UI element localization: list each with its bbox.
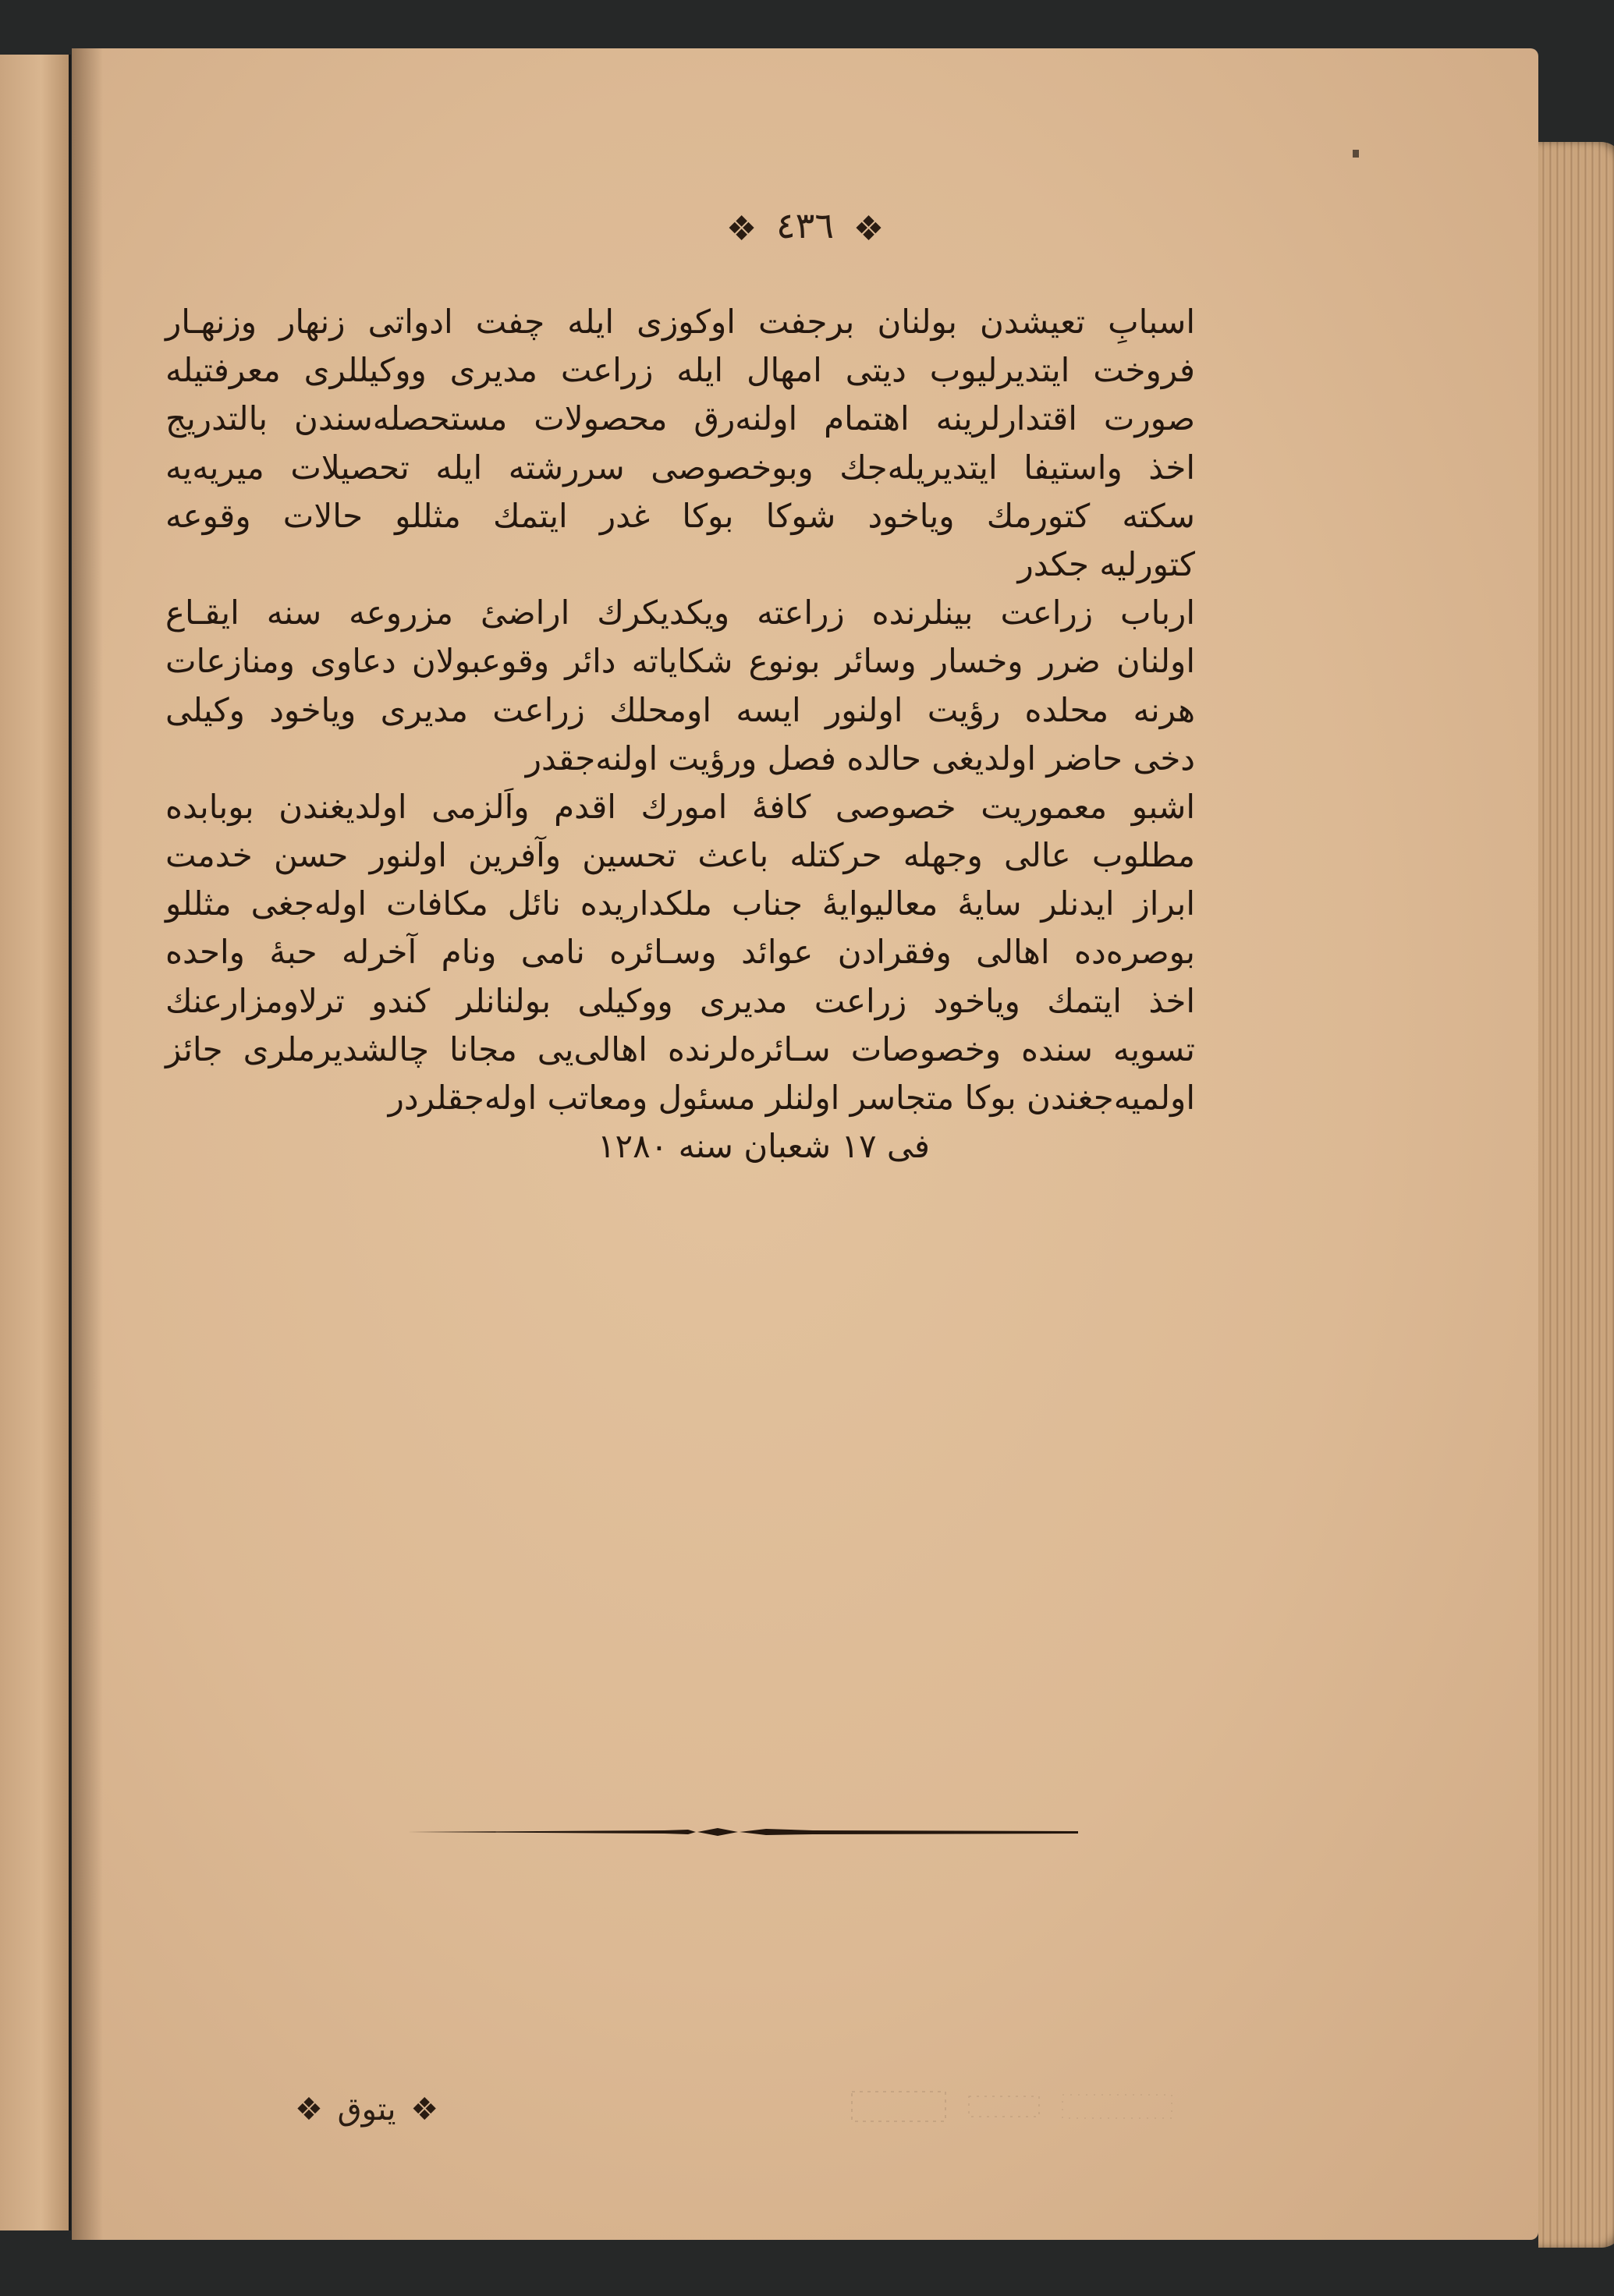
- body-text: [165, 298, 1195, 1171]
- text-line: مطلوب عالی وجهله حرکتله باعث تحسین وآفرین اولنور حسن خدمت: [165, 836, 1195, 875]
- text-line: بوصره‌ده اهالی وفقرادن عوائد وسـائره نامی ونام آخرله حبهٔ واحده: [165, 933, 1195, 972]
- header-ornament-right-icon: ❖: [853, 208, 885, 249]
- header-ornament-left-icon: ❖: [725, 208, 757, 249]
- text-line: کتورلیه جکدر: [1017, 544, 1195, 583]
- text-line: اسبابِ تعیشدن بولنان برجفت اوکوزی ایله چفت ادواتی زنهار وزنهـار: [165, 303, 1195, 341]
- faint-stamp-marks: [844, 2084, 1187, 2131]
- text-line: اشبو معموریت خصوصی کافهٔ امورك اقدم واَلزمی اولدیغندن بوبابده: [165, 787, 1195, 826]
- section-divider: [407, 1825, 1078, 1839]
- page-number: ٤٣٦: [775, 204, 835, 246]
- text-line: فروخت ایتدیرلیوب دیتی امهال ایله زراعت مدیری ووکیللری معرفتیله: [165, 351, 1195, 390]
- date-line: فی ١٧ شعبان سنه ١٢٨٠: [598, 1127, 930, 1166]
- book-page: [72, 48, 1538, 2240]
- catchword: [290, 2092, 443, 2128]
- gutter-shadow: [72, 48, 103, 2240]
- page-header: [72, 204, 1538, 249]
- text-line: ابراز ایدنلر سایهٔ معالیوایهٔ جناب ملکداریده نائل مکافات اوله‌جغی مثللو: [165, 884, 1195, 923]
- text-line: هرنه محلده رؤیت اولنور ایسه اومحلك زراعت مدیری وياخود وکیلی: [165, 690, 1195, 729]
- text-line: تسویه سنده وخصوصات سـائره‌لرنده اهالی‌یی مجانا چالشدیرملری جائز: [165, 1029, 1195, 1068]
- text-line: اخذ ایتمك وياخود زراعت مدیری ووکیلی بولنانلر کندو ترلاومزارعنك: [165, 981, 1195, 1020]
- text-line: دخی حاضر اولدیغی حالده فصل ورؤیت اولنه‌جقدر: [525, 739, 1195, 778]
- previous-page-edge: [0, 55, 71, 2230]
- text-line: سکته کتورمك وياخود شوکا بوکا غدر ایتمك مثللو حالات وقوعه: [165, 496, 1195, 535]
- text-line: اولمیه‌جغندن بوکا متجاسر اولنلر مسئول ومعاتب اوله‌جقلردر: [388, 1079, 1195, 1117]
- catchword-ornament-left-icon: ❖: [295, 2092, 323, 2128]
- page-stack-edges: [1538, 142, 1614, 2248]
- text-line: اخذ واستیفا ایتدیریله‌جك وبوخصوصی سررشته ایله تحصیلات میریه‌یه: [165, 448, 1195, 487]
- catchword-text: یتوق: [337, 2092, 396, 2128]
- text-line: ارباب زراعت بینلرنده زراعته ویکدیکرك اراضیٔ مزروعه سنه ایقـاع: [165, 593, 1195, 632]
- catchword-ornament-right-icon: ❖: [410, 2092, 439, 2128]
- text-line: صورت اقتدارلرینه اهتمام اولنه‌رق محصولات مستحصله‌سندن بالتدریج: [165, 399, 1195, 438]
- speck: [1353, 150, 1359, 158]
- text-line: اولنان ضرر وخسار وسائر بونوع شکایاته دائر وقوعبولان دعاوی ومنازعات: [165, 642, 1195, 681]
